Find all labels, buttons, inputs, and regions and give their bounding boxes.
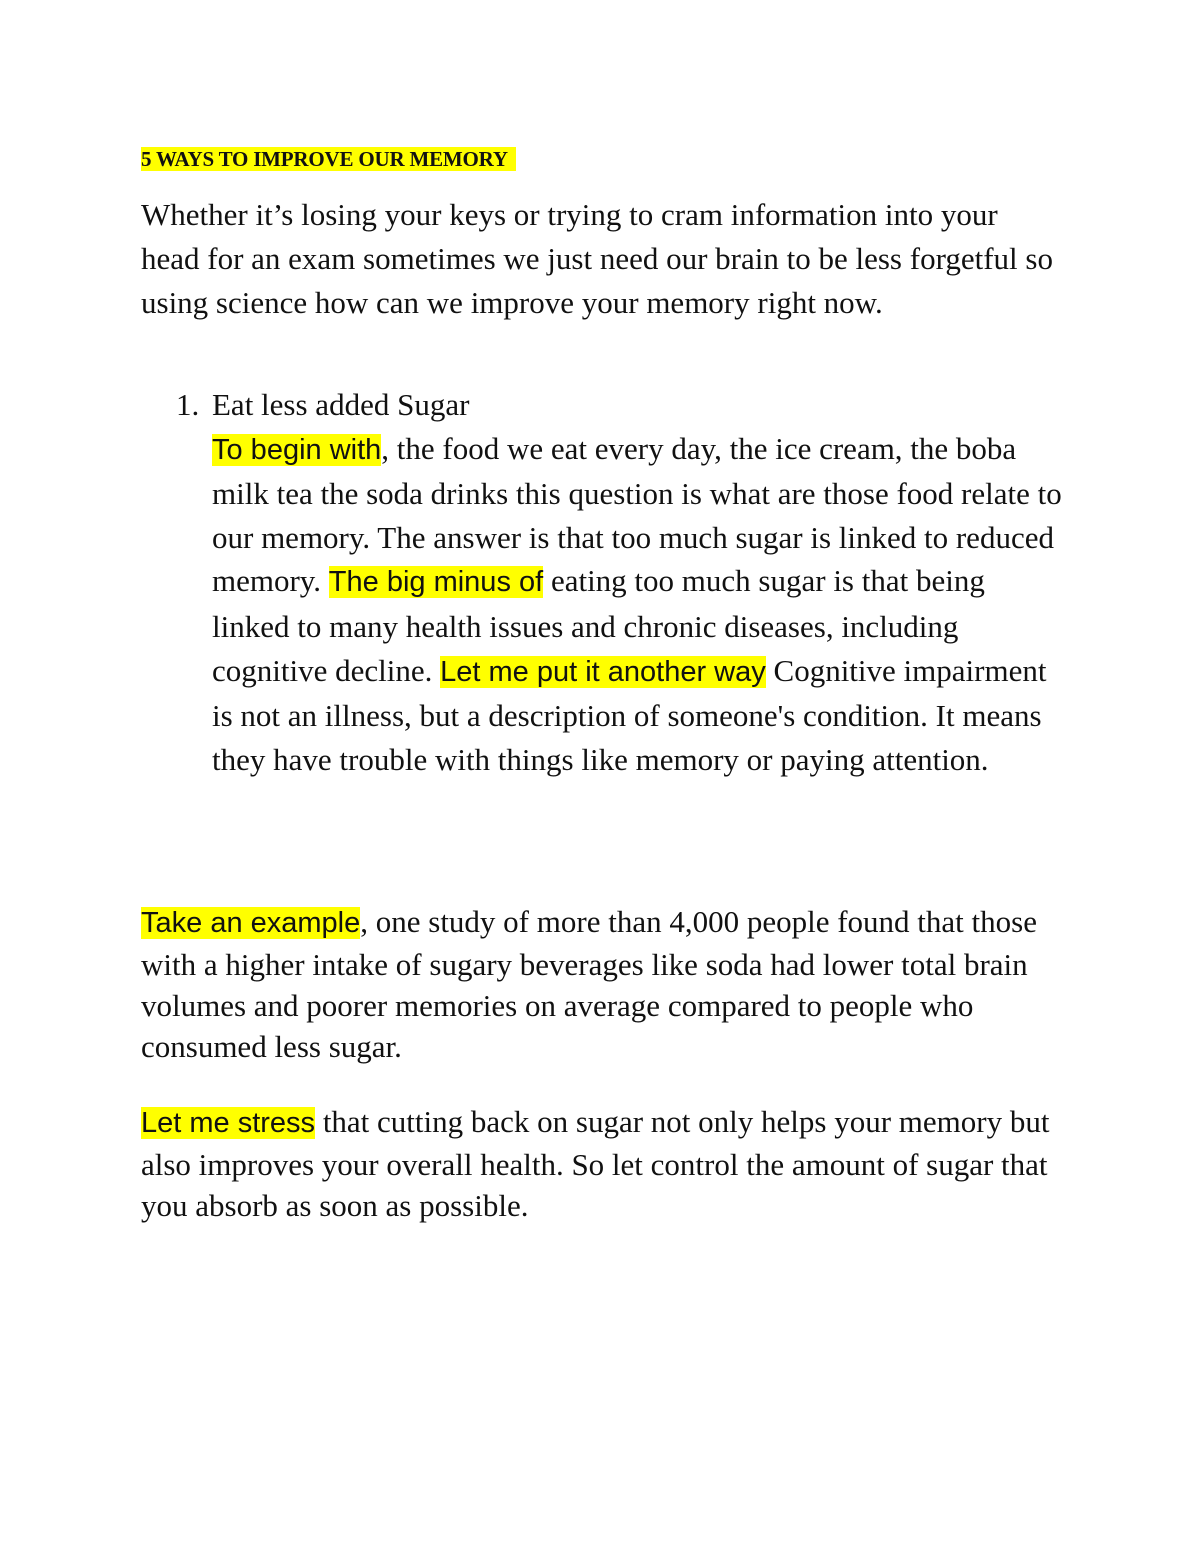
highlight-phrase: Let me stress [141,1107,316,1139]
highlight-phrase: The big minus of [328,566,544,599]
title-highlight [141,147,516,171]
highlight-phrase: To begin with [212,433,382,466]
numbered-list [141,383,1071,781]
example-paragraph [141,901,1066,1067]
list-item-number: 1. [176,387,200,422]
body-text: Cognitive impairment is not an illness, but a description of someone's condition. It means they have trouble with things like memory or paying attention. [212,652,1047,777]
body-text: eating too much sugar is that being linked to many health issues and chronic diseases, including cognitive decline. [212,563,985,688]
stress-paragraph [141,1101,1066,1226]
title-text: 5 WAYS TO IMPROVE OUR MEMORY [141,147,508,171]
highlight-phrase: Take an example [141,907,361,939]
intro-paragraph: Whether it’s losing your keys or trying to cram information into your head for an exam sometimes we just need our brain to be less forgetful so using science how can we improve your memory right now. [141,197,1053,320]
highlight-phrase: Let me put it another way [440,655,766,688]
body-text: that cutting back on sugar not only helps your memory but also improves your overall health. So let control the amount of sugar that you absorb as soon as possible. [141,1104,1050,1223]
document-title [141,144,516,174]
list-item-heading: Eat less added Sugar [212,387,470,422]
body-text: , the food we eat every day, the ice cream, the boba milk tea the soda drinks this question is what are those food relate to our memory. The answer is that too much sugar is linked to reduced memory. [212,430,1062,599]
list-item-body [212,427,1062,782]
list-item [141,383,1071,781]
body-text: , one study of more than 4,000 people found that those with a higher intake of sugary beverages like soda had lower total brain volumes and poorer memories on average compared to people who consumed less sugar. [141,904,1037,1064]
